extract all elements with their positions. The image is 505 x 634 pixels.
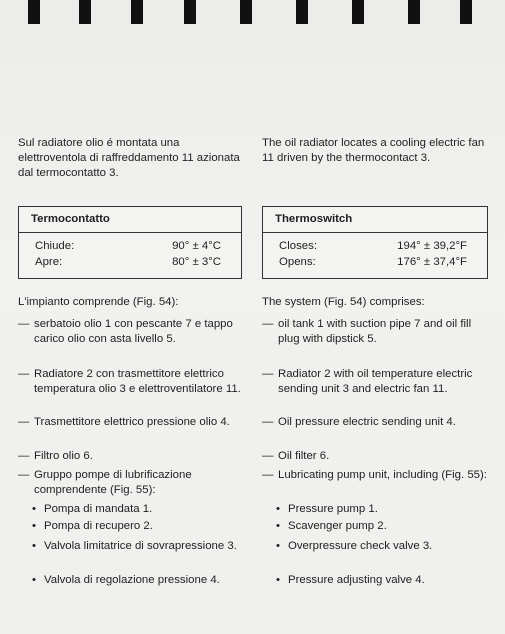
sub-list-item bbox=[18, 539, 246, 554]
sub-list-item-text: Pressure adjusting valve 4. bbox=[288, 574, 425, 586]
dash-marker: — bbox=[18, 416, 30, 428]
list-item-text: serbatoio olio 1 con pescante 7 e tappo carico olio con asta livello 5. bbox=[34, 318, 233, 345]
sub-list-item-text: Overpressure check valve 3. bbox=[288, 540, 433, 552]
sub-list-item bbox=[262, 539, 490, 554]
list-item bbox=[18, 415, 246, 430]
table-row bbox=[263, 240, 487, 256]
sub-list-item bbox=[18, 502, 246, 517]
binding-tab bbox=[131, 0, 143, 24]
list-title: L'impianto comprende (Fig. 54): bbox=[18, 296, 179, 308]
intro-english: The oil radiator locates a cooling electric fan 11 driven by the thermocontact 3. bbox=[262, 137, 485, 164]
bullet-marker: • bbox=[276, 540, 280, 552]
sub-list-item bbox=[262, 519, 490, 534]
sub-list-item-text: Pompa di recupero 2. bbox=[44, 520, 153, 532]
list-item-text: Filtro olio 6. bbox=[34, 450, 93, 462]
row-value: 194° ± 39,2°F bbox=[397, 240, 467, 252]
intro-italian: Sul radiatore olio é montata una elettroventola di raffreddamento 11 azionata dal termocontatto 3. bbox=[18, 137, 240, 179]
row-value: 90° ± 4°C bbox=[172, 240, 221, 252]
list-item bbox=[18, 468, 246, 498]
bullet-marker: • bbox=[276, 574, 280, 586]
bullet-marker: • bbox=[32, 520, 36, 532]
table-row bbox=[263, 256, 487, 272]
binding-tab bbox=[79, 0, 91, 24]
list-item-text: Oil filter 6. bbox=[278, 450, 330, 462]
dash-marker: — bbox=[262, 318, 274, 330]
list-item bbox=[262, 367, 490, 397]
sub-list-item-text: Pompa di mandata 1. bbox=[44, 503, 153, 515]
bullet-marker: • bbox=[276, 520, 280, 532]
binding-tab bbox=[408, 0, 420, 24]
list-item-text: Trasmettitore elettrico pressione olio 4. bbox=[34, 416, 230, 428]
bullet-marker: • bbox=[32, 503, 36, 515]
list-item bbox=[262, 468, 490, 483]
list-item-text: Radiatore 2 con trasmettitore elettrico temperatura olio 3 e elettroventilatore 11. bbox=[34, 368, 241, 395]
dash-marker: — bbox=[262, 368, 274, 380]
list-item bbox=[262, 317, 490, 347]
dash-marker: — bbox=[262, 450, 274, 462]
table-row bbox=[19, 240, 241, 256]
row-label: Closes: bbox=[279, 240, 317, 252]
list-item-text: Radiator 2 with oil temperature electric sending unit 3 and electric fan 11. bbox=[278, 368, 473, 395]
binding-tab bbox=[184, 0, 196, 24]
bullet-marker: • bbox=[32, 574, 36, 586]
dash-marker: — bbox=[18, 318, 30, 330]
row-value: 176° ± 37,4°F bbox=[397, 256, 467, 268]
sub-list-item-text: Scavenger pump 2. bbox=[288, 520, 387, 532]
sub-list-item bbox=[18, 573, 246, 588]
bullet-marker: • bbox=[32, 540, 36, 552]
list-item-text: Lubricating pump unit, including (Fig. 55): bbox=[278, 469, 487, 481]
binding-tab bbox=[352, 0, 364, 24]
list-item-text: Gruppo pompe di lubrificazione comprendente (Fig. 55): bbox=[34, 469, 192, 496]
table-row bbox=[19, 256, 241, 272]
dash-marker: — bbox=[18, 450, 30, 462]
list-item bbox=[18, 317, 246, 347]
binding-tab bbox=[460, 0, 472, 24]
dash-marker: — bbox=[18, 469, 30, 481]
list-item-text: Oil pressure electric sending unit 4. bbox=[278, 416, 456, 428]
list-item bbox=[18, 449, 246, 464]
sub-list-item-text: Pressure pump 1. bbox=[288, 503, 378, 515]
row-label: Apre: bbox=[35, 256, 63, 268]
dash-marker: — bbox=[262, 416, 274, 428]
sub-list-item-text: Valvola di regolazione pressione 4. bbox=[44, 574, 220, 586]
binding-tab bbox=[240, 0, 252, 24]
sub-list-item bbox=[262, 502, 490, 517]
list-item bbox=[262, 415, 490, 430]
list-title: The system (Fig. 54) comprises: bbox=[262, 296, 425, 308]
row-label: Opens: bbox=[279, 256, 316, 268]
sub-list-item-text: Valvola limitatrice di sovrapressione 3. bbox=[44, 540, 237, 552]
row-label: Chiude: bbox=[35, 240, 75, 252]
list-item bbox=[262, 449, 490, 464]
list-item bbox=[18, 367, 246, 397]
binding-tab bbox=[28, 0, 40, 24]
dash-marker: — bbox=[262, 469, 274, 481]
binding-tab bbox=[296, 0, 308, 24]
bullet-marker: • bbox=[276, 503, 280, 515]
list-item-text: oil tank 1 with suction pipe 7 and oil fill plug with dipstick 5. bbox=[278, 318, 472, 345]
spiral-binding bbox=[0, 0, 505, 26]
table-title: Thermoswitch bbox=[263, 207, 487, 233]
row-value: 80° ± 3°C bbox=[172, 256, 221, 268]
dash-marker: — bbox=[18, 368, 30, 380]
table-title: Termocontatto bbox=[19, 207, 241, 233]
sub-list-item bbox=[262, 573, 490, 588]
sub-list-item bbox=[18, 519, 246, 534]
thermocontact-table-italian bbox=[18, 206, 242, 279]
thermoswitch-table-english bbox=[262, 206, 488, 279]
